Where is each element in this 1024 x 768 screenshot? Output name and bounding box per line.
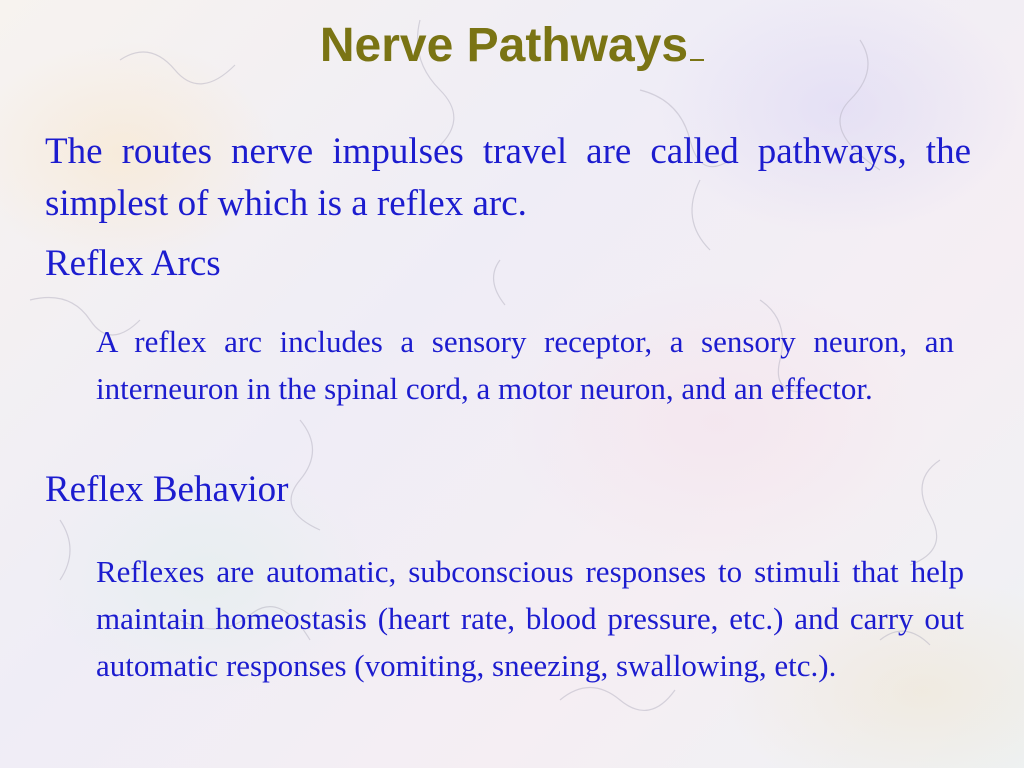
slide-title-text: Nerve Pathways — [319, 19, 689, 72]
intro-paragraph: The routes nerve impulses travel are called pathways, the simplest of which is a reflex arc. — [45, 131, 971, 224]
slide-title — [0, 16, 1024, 76]
title-underscore-mark — [690, 49, 704, 61]
reflex-behavior-paragraph: Reflexes are automatic, subconscious responses to stimuli that help maintain homeostasis (heart rate, blood pressure, etc.) and carry out automatic responses (vomiting, sneezing, swallowing, etc.). — [96, 554, 964, 683]
section-heading-reflex-behavior: Reflex Behavior — [45, 469, 289, 510]
reflex-arcs-paragraph: A reflex arc includes a sensory receptor, a sensory neuron, an interneuron in the spinal cord, a motor neuron, and an effector. — [96, 324, 954, 406]
section-heading-reflex-arcs: Reflex Arcs — [45, 243, 221, 284]
